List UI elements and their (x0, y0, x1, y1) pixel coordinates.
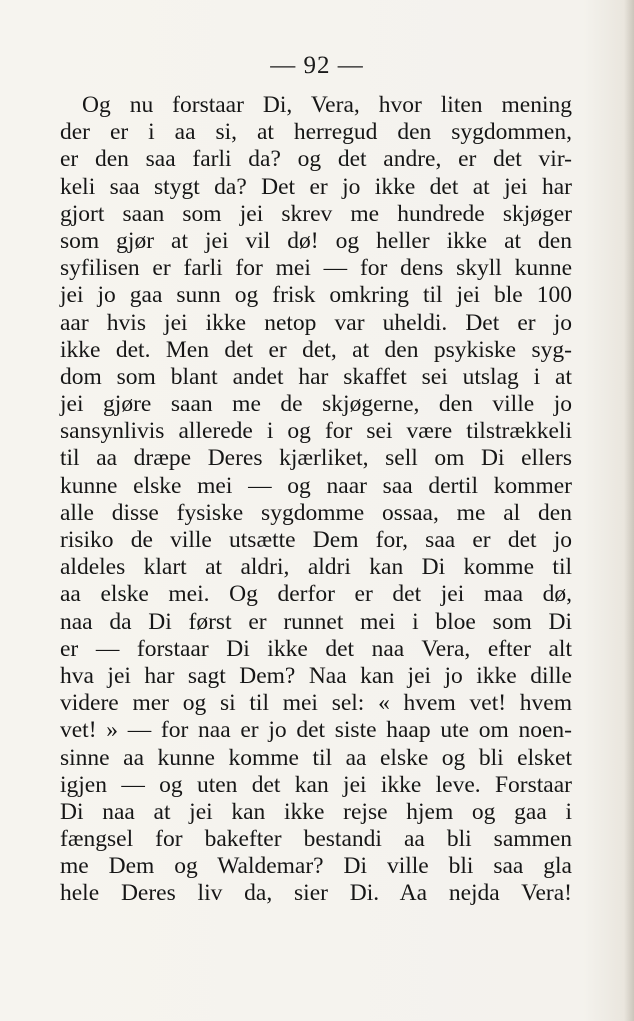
text-line: naa da Di først er runnet mei i bloe som Di (60, 608, 572, 635)
body-text (60, 92, 572, 908)
page-number: — 92 — (270, 52, 364, 79)
text-line: sinne aa kunne komme til aa elske og bli elsket (60, 744, 572, 771)
text-line: fængsel for bakefter bestandi aa bli sammen (60, 826, 572, 853)
text-line: aar hvis jei ikke netop var uheldi. Det er jo (60, 309, 572, 336)
text-line: hele Deres liv da, sier Di. Aa nejda Vera! (60, 880, 572, 907)
text-line: vet! » — for naa er jo det siste haap ute om noen- (60, 717, 572, 744)
text-line: Og nu forstaar Di, Vera, hvor liten mening (82, 92, 572, 118)
text-line: kunne elske mei — og naar saa dertil kommer (60, 472, 572, 499)
page-edge-shadow (624, 0, 634, 1021)
text-line: hva jei har sagt Dem? Naa kan jei jo ikke dille (60, 662, 572, 689)
text-line: Di naa at jei kan ikke rejse hjem og gaa i (60, 798, 572, 825)
text-line: ikke det. Men det er det, at den psykiske syg- (60, 336, 572, 363)
text-line: til aa dræpe Deres kjærliket, sell om Di ellers (60, 445, 572, 472)
text-line: syfilisen er farli for mei — for dens skyll kunne (60, 255, 572, 282)
text-line: gjort saan som jei skrev me hundrede skjøger (60, 200, 572, 227)
text-line: jei jo gaa sunn og frisk omkring til jei ble 100 (60, 282, 572, 309)
text-line: er — forstaar Di ikke det naa Vera, efter alt (60, 635, 572, 662)
text-line: risiko de ville utsætte Dem for, saa er det jo (60, 527, 572, 553)
text-line: videre mer og si til mei sel: « hvem vet! hvem (60, 690, 572, 717)
text-line: keli saa stygt da? Det er jo ikke det at jei har (60, 173, 572, 200)
text-line: alle disse fysiske sygdomme ossaa, me al den (60, 499, 572, 526)
text-line: me Dem og Waldemar? Di ville bli saa gla (60, 853, 572, 880)
text-line: dom som blant andet har skaffet sei utslag i at (60, 363, 572, 390)
text-line: igjen — og uten det kan jei ikke leve. Forstaar (60, 771, 572, 798)
text-line: jei gjøre saan me de skjøgerne, den ville jo (60, 391, 572, 418)
text-line: sansynlivis allerede i og for sei være tilstrækkeli (60, 418, 572, 445)
text-line: aldeles klart at aldri, aldri kan Di komme til (60, 554, 572, 581)
text-line: er den saa farli da? og det andre, er det vir- (60, 146, 572, 173)
text-line: aa elske mei. Og derfor er det jei maa dø, (60, 581, 572, 608)
text-line: som gjør at jei vil dø! og heller ikke at den (60, 227, 572, 254)
text-line: der er i aa si, at herregud den sygdommen, (60, 119, 572, 146)
